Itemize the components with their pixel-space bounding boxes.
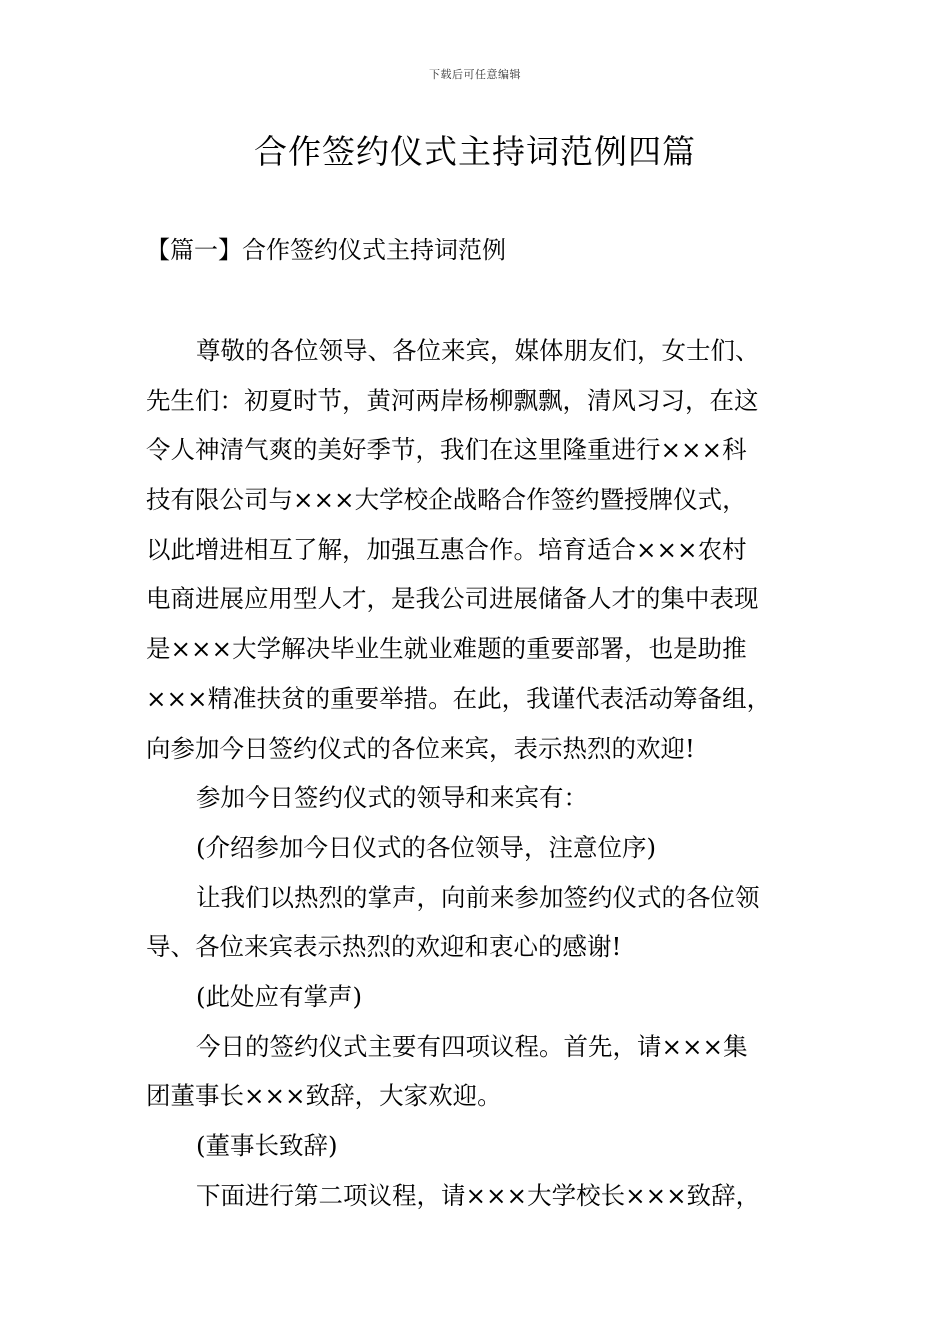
- paragraph-line: (此处应有掌声): [196, 981, 363, 1011]
- paragraph-line: (介绍参加今日仪式的各位领导，注意位序): [196, 832, 657, 862]
- paragraph-line: 今日的签约仪式主要有四项议程。首先，请×××集: [196, 1031, 748, 1061]
- header-note: 下载后可任意编辑: [429, 68, 521, 81]
- paragraph-line: 参加今日签约仪式的领导和来宾有：: [196, 783, 588, 813]
- paragraph-line: 导、各位来宾表示热烈的欢迎和衷心的感谢!: [146, 932, 622, 962]
- paragraph-line: 让我们以热烈的掌声，向前来参加签约仪式的各位领: [196, 882, 760, 912]
- paragraph-line: 是×××大学解决毕业生就业难题的重要部署，也是助推: [146, 634, 747, 664]
- paragraph-line: 令人神清气爽的美好季节，我们在这里隆重进行×××科: [146, 435, 747, 465]
- section-heading: 【篇一】合作签约仪式主持词范例: [146, 236, 506, 264]
- document-title: 合作签约仪式主持词范例四篇: [254, 132, 696, 171]
- paragraph-line: 向参加今日签约仪式的各位来宾，表示热烈的欢迎!: [146, 733, 695, 763]
- paragraph-line: 技有限公司与×××大学校企战略合作签约暨授牌仪式，: [146, 485, 747, 515]
- paragraph-line: ×××精准扶贫的重要举措。在此，我谨代表活动筹备组，: [146, 683, 772, 713]
- paragraph-line: 电商进展应用型人才，是我公司进展储备人才的集中表现: [146, 584, 759, 614]
- paragraph-line: 先生们：初夏时节，黄河两岸杨柳飘飘，清风习习，在这: [146, 385, 759, 415]
- paragraph-line: 团董事长×××致辞，大家欢迎。: [146, 1081, 502, 1111]
- body-text: [146, 326, 836, 1220]
- paragraph-line: (董事长致辞): [196, 1131, 338, 1160]
- paragraph-line: 下面进行第二项议程，请×××大学校长×××致辞，: [196, 1180, 761, 1210]
- paragraph-line: 以此增进相互了解，加强互惠合作。培育适合×××农村: [146, 534, 747, 564]
- paragraph-line: 尊敬的各位领导、各位来宾，媒体朋友们，女士们、: [196, 336, 760, 365]
